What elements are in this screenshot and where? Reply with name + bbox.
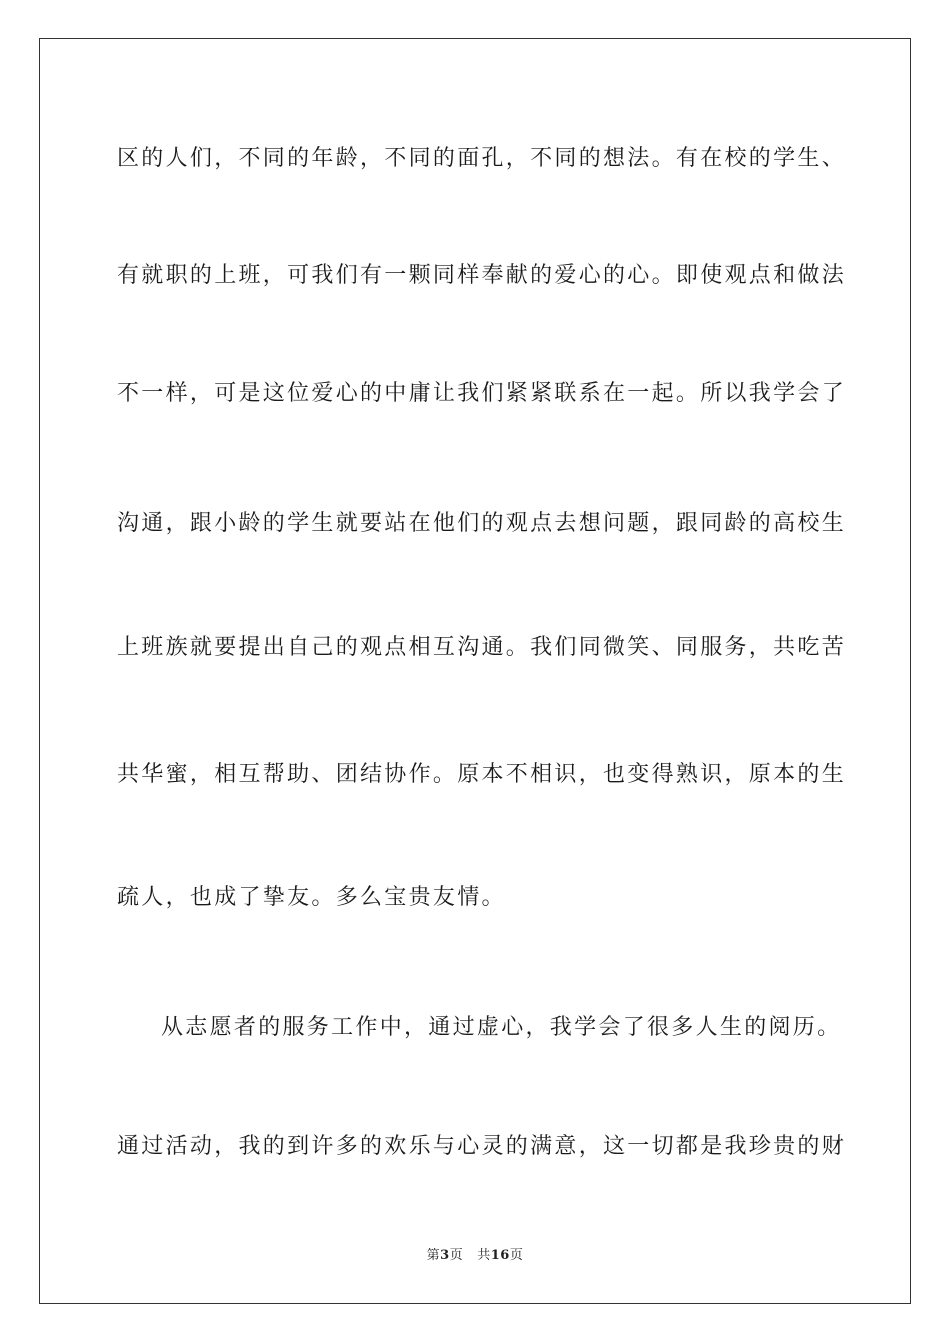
text-line-1: 区的人们，不同的年龄，不同的面孔，不同的想法。有在校的学生、 xyxy=(117,146,847,171)
page-border xyxy=(39,38,911,1304)
text-line-4: 沟通，跟小龄的学生就要站在他们的观点去想问题，跟同龄的高校生 xyxy=(117,511,847,536)
text-line-9: 通过活动，我的到许多的欢乐与心灵的满意，这一切都是我珍贵的财 xyxy=(117,1134,847,1159)
total-suffix: 页 xyxy=(509,1248,524,1263)
total-prefix: 共 xyxy=(477,1248,491,1263)
text-line-7: 疏人，也成了挚友。多么宝贵友情。 xyxy=(117,885,506,910)
text-line-3: 不一样，可是这位爱心的中庸让我们紧紧联系在一起。所以我学会了 xyxy=(117,381,847,406)
page-prefix: 第 xyxy=(426,1248,441,1263)
text-line-5: 上班族就要提出自己的观点相互沟通。我们同微笑、同服务，共吃苦 xyxy=(117,635,847,660)
text-line-6: 共华蜜，相互帮助、团结协作。原本不相识，也变得熟识，原本的生 xyxy=(117,762,847,787)
total-pages: 16 xyxy=(490,1248,510,1263)
page-footer xyxy=(0,1247,950,1265)
text-line-2: 有就职的上班，可我们有一颗同样奉献的爱心的心。即使观点和做法 xyxy=(117,263,847,288)
page-suffix: 页 xyxy=(449,1248,464,1263)
page-number: 3 xyxy=(440,1248,450,1263)
text-line-8-paragraph-start: 从志愿者的服务工作中，通过虚心，我学会了很多人生的阅历。 xyxy=(161,1015,842,1040)
